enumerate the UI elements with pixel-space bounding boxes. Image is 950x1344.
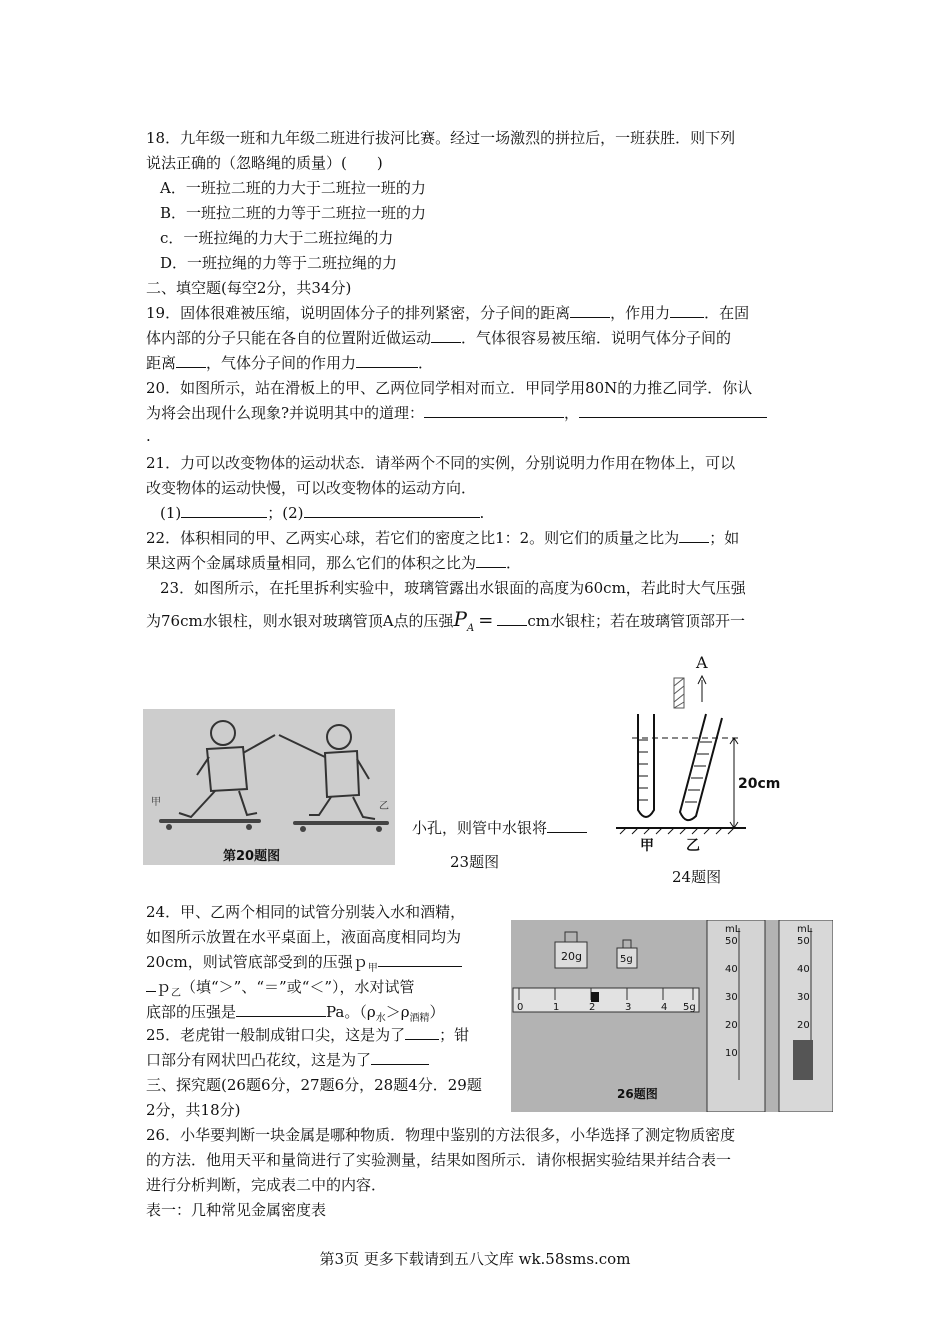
figure-26 (511, 920, 833, 1112)
unit-label: mL (725, 924, 741, 935)
figure-20-caption: 第20题图 (223, 849, 281, 864)
answer-blank[interactable] (304, 503, 480, 518)
label-jia: 甲 (151, 797, 161, 808)
pressure-symbol: $P_A$ (453, 607, 475, 634)
answer-blank[interactable] (176, 353, 206, 368)
answer-blank[interactable] (547, 818, 587, 833)
table1-title: 表一：几种常见金属密度表 (146, 1201, 327, 1219)
q24-line5: 底部的压强是 Pa。$(\rho_水>\rho_{酒精})$ (146, 1003, 445, 1024)
answer-blank[interactable] (579, 403, 767, 418)
answer-blank[interactable] (405, 1025, 439, 1040)
cyl1-tick: 20 (725, 1020, 738, 1031)
balance-and-cylinder-photo (511, 920, 833, 1112)
q19-line1: 19．固体很难被压缩，说明固体分子的排列紧密，分子间的距离 ，作用力 ．在固 (146, 304, 750, 322)
q19-line2: 体内部的分子只能在各自的位置附近做运动 ．气体很容易被压缩．说明气体分子间的 (146, 329, 732, 347)
answer-blank[interactable] (378, 952, 462, 967)
q25-line1: 25．老虎钳一般制成钳口尖，这是为了 ；钳 (146, 1026, 470, 1044)
cyl2-tick: 20 (797, 1020, 810, 1031)
label-jia: 甲 (640, 838, 654, 852)
answer-blank[interactable] (570, 303, 610, 318)
figure-24-caption: 24题图 (672, 868, 722, 886)
label-yi: 乙 (379, 801, 389, 812)
q23-line1: 23．如图所示，在托里拆利实验中，玻璃管露出水银面的高度为60cm，若此时大气压强 (160, 579, 746, 597)
q18-option-a: A．一班拉二班的力大于二班拉一班的力 (160, 179, 426, 197)
figure-26-caption: 26题图 (617, 1087, 658, 1101)
q24-line1: 24．甲、乙两个相同的试管分别装入水和酒精， (146, 903, 466, 921)
rider-marker (591, 992, 599, 1002)
q20-line1: 20．如图所示，站在滑板上的甲、乙两位同学相对而立．甲同学用80N的力推乙同学．你认 (146, 379, 753, 397)
ruler-tick: 1 (553, 1002, 560, 1013)
section3-heading-line2: 2分，共18分) (146, 1101, 241, 1119)
weight-20g: 20g (561, 950, 582, 963)
q26-line1: 26．小华要判断一块金属是哪种物质．物理中鉴别的方法很多，小华选择了测定物质密度 (146, 1126, 736, 1144)
label-a: A (696, 653, 708, 672)
q24-line3: 20cm，则试管底部受到的压强ｐ$_甲$ (146, 952, 462, 979)
skateboard-push-illustration (143, 709, 395, 865)
q26-line3: 进行分析判断，完成表二中的内容． (146, 1176, 387, 1194)
answer-blank[interactable] (236, 1002, 326, 1017)
answer-blank[interactable] (371, 1050, 429, 1065)
q25-line2: 口部分有网状凹凸花纹，这是为了 (146, 1050, 429, 1070)
q21-line1: 21．力可以改变物体的运动状态．请举两个不同的实例，分别说明力作用在物体上，可以 (146, 454, 736, 472)
cyl1-tick: 30 (725, 992, 738, 1003)
q21-line3: (1) ；(2) . (160, 504, 485, 522)
q22-line1: 22．体积相同的甲、乙两实心球，若它们的密度之比1：2。则它们的质量之比为 ；如 (146, 529, 740, 547)
q18-stem-line2: 说法正确的（忽略绳的质量）( ) (146, 154, 383, 172)
label-height: 20cm (738, 776, 781, 792)
unit-label: mL (797, 924, 813, 935)
q22-line2: 果这两个金属球质量相同，那么它们的体积之比为 ． (146, 554, 522, 572)
q18-option-d: D．一班拉绳的力等于二班拉绳的力 (160, 254, 398, 272)
q21-line2: 改变物体的运动快慢，可以改变物体的运动方向． (146, 479, 477, 497)
ruler-tick: 0 (517, 1002, 524, 1013)
cyl2-tick: 50 (797, 936, 810, 947)
q20-line2: 为将会出现什么现象?并说明其中的道理： ， (146, 403, 767, 423)
cyl1-tick: 40 (725, 964, 738, 975)
ruler-tick: 4 (661, 1002, 668, 1013)
answer-blank[interactable] (670, 303, 704, 318)
q26-line2: 的方法．他用天平和量筒进行了实验测量，结果如图所示．请你根据实验结果并结合表一 (146, 1151, 732, 1169)
answer-blank[interactable] (424, 403, 564, 418)
cyl1-tick: 50 (725, 936, 738, 947)
figure-24 (606, 652, 786, 852)
figure-20 (143, 709, 395, 865)
ruler-tick: 5g (683, 1002, 696, 1013)
answer-blank[interactable] (497, 611, 527, 626)
weight-5g: 5g (620, 954, 633, 965)
answer-blank[interactable] (181, 503, 267, 518)
cyl2-tick: 40 (797, 964, 810, 975)
section2-heading: 二、填空题(每空2分，共34分) (146, 279, 352, 297)
answer-blank[interactable] (146, 977, 156, 992)
q18-option-c: c．一班拉绳的力大于二班拉绳的力 (160, 229, 394, 247)
q20-line3: . (146, 427, 151, 445)
metal-block (793, 1040, 813, 1080)
q23-line3: 小孔，则管中水银将 (412, 818, 587, 838)
answer-blank[interactable] (679, 528, 709, 543)
page-footer: 第3页 更多下载请到五八文库 wk.58sms.com (319, 1250, 631, 1268)
q24-line2: 如图所示放置在水平桌面上，液面高度相同均为 (146, 928, 462, 946)
ruler-tick: 2 (589, 1002, 596, 1013)
answer-blank[interactable] (431, 328, 461, 343)
cyl2-tick: 30 (797, 992, 810, 1003)
q18-stem-line1: 18．九年级一班和九年级二班进行拔河比赛。经过一场激烈的拼拉后，一班获胜．则下列 (146, 129, 736, 147)
figure-23-caption: 23题图 (450, 853, 500, 871)
ruler-tick: 3 (625, 1002, 632, 1013)
q18-option-b: B．一班拉二班的力等于二班拉一班的力 (160, 204, 427, 222)
label-yi: 乙 (686, 838, 700, 852)
q19-line3: 距离 ，气体分子间的作用力 ． (146, 354, 434, 372)
section3-heading-line1: 三、探究题(26题6分，27题6分，28题4分．29题 (146, 1076, 482, 1094)
cyl1-tick: 10 (725, 1048, 738, 1059)
answer-blank[interactable] (356, 353, 418, 368)
q23-line2: 为76cm水银柱，则水银对玻璃管顶A点的压强$P_A$ = cm水银柱；若在玻璃管顶部开一 (146, 607, 745, 634)
test-tubes-diagram (606, 652, 786, 852)
q24-line4: ｐ$_乙$（填“＞”、“＝”或“＜”），水对试管 (146, 977, 415, 1004)
answer-blank[interactable] (476, 553, 506, 568)
